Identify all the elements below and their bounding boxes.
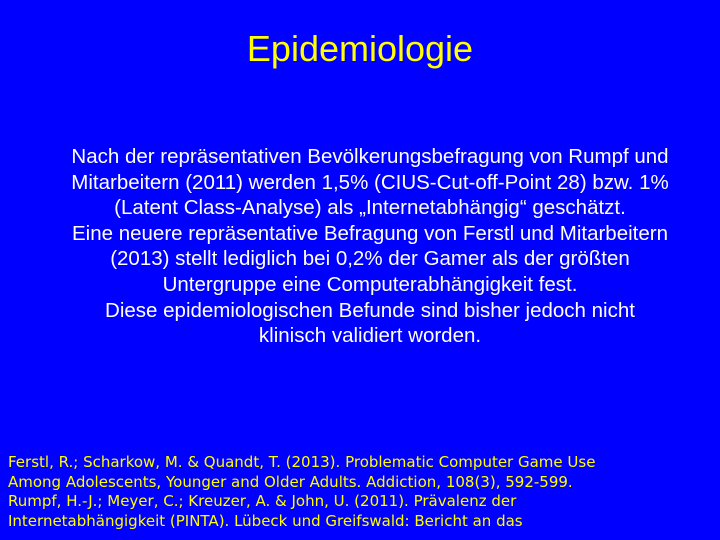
slide-body (70, 144, 670, 349)
reference-line: Internetabhängigkeit (PINTA). Lübeck und Greifswald: Bericht an das (8, 511, 523, 530)
reference-line: Among Adolescents, Younger and Older Adults. Addiction, 108(3), 592-599. (8, 472, 573, 491)
paragraph-validation-note: Diese epidemiologischen Befunde sind bisher jedoch nicht klinisch validiert worden. (105, 298, 635, 348)
paragraph-prevalence-ferstl: Eine neuere repräsentative Befragung von Ferstl und Mitarbeitern (2013) stellt lediglich bei 0,2% der Gamer als der größten Untergruppe eine Computerabhängigkeit fest. (72, 221, 668, 296)
reference-line: Rumpf, H.-J.; Meyer, C.; Kreuzer, A. & John, U. (2011). Prävalenz der (8, 492, 517, 511)
reference-line: Ferstl, R.; Scharkow, M. & Quandt, T. (2013). Problematic Computer Game Use (8, 453, 596, 471)
paragraph-prevalence-rumpf: Nach der repräsentativen Bevölkerungsbefragung von Rumpf und Mitarbeitern (2011) werden 1,5% (CIUS-Cut-off-Point 28) bzw. 1% (Latent Class-Analyse) als „Internetabhängig“ geschätzt. (71, 145, 669, 220)
slide-title: Epidemiologie (246, 28, 474, 69)
references (8, 453, 720, 531)
